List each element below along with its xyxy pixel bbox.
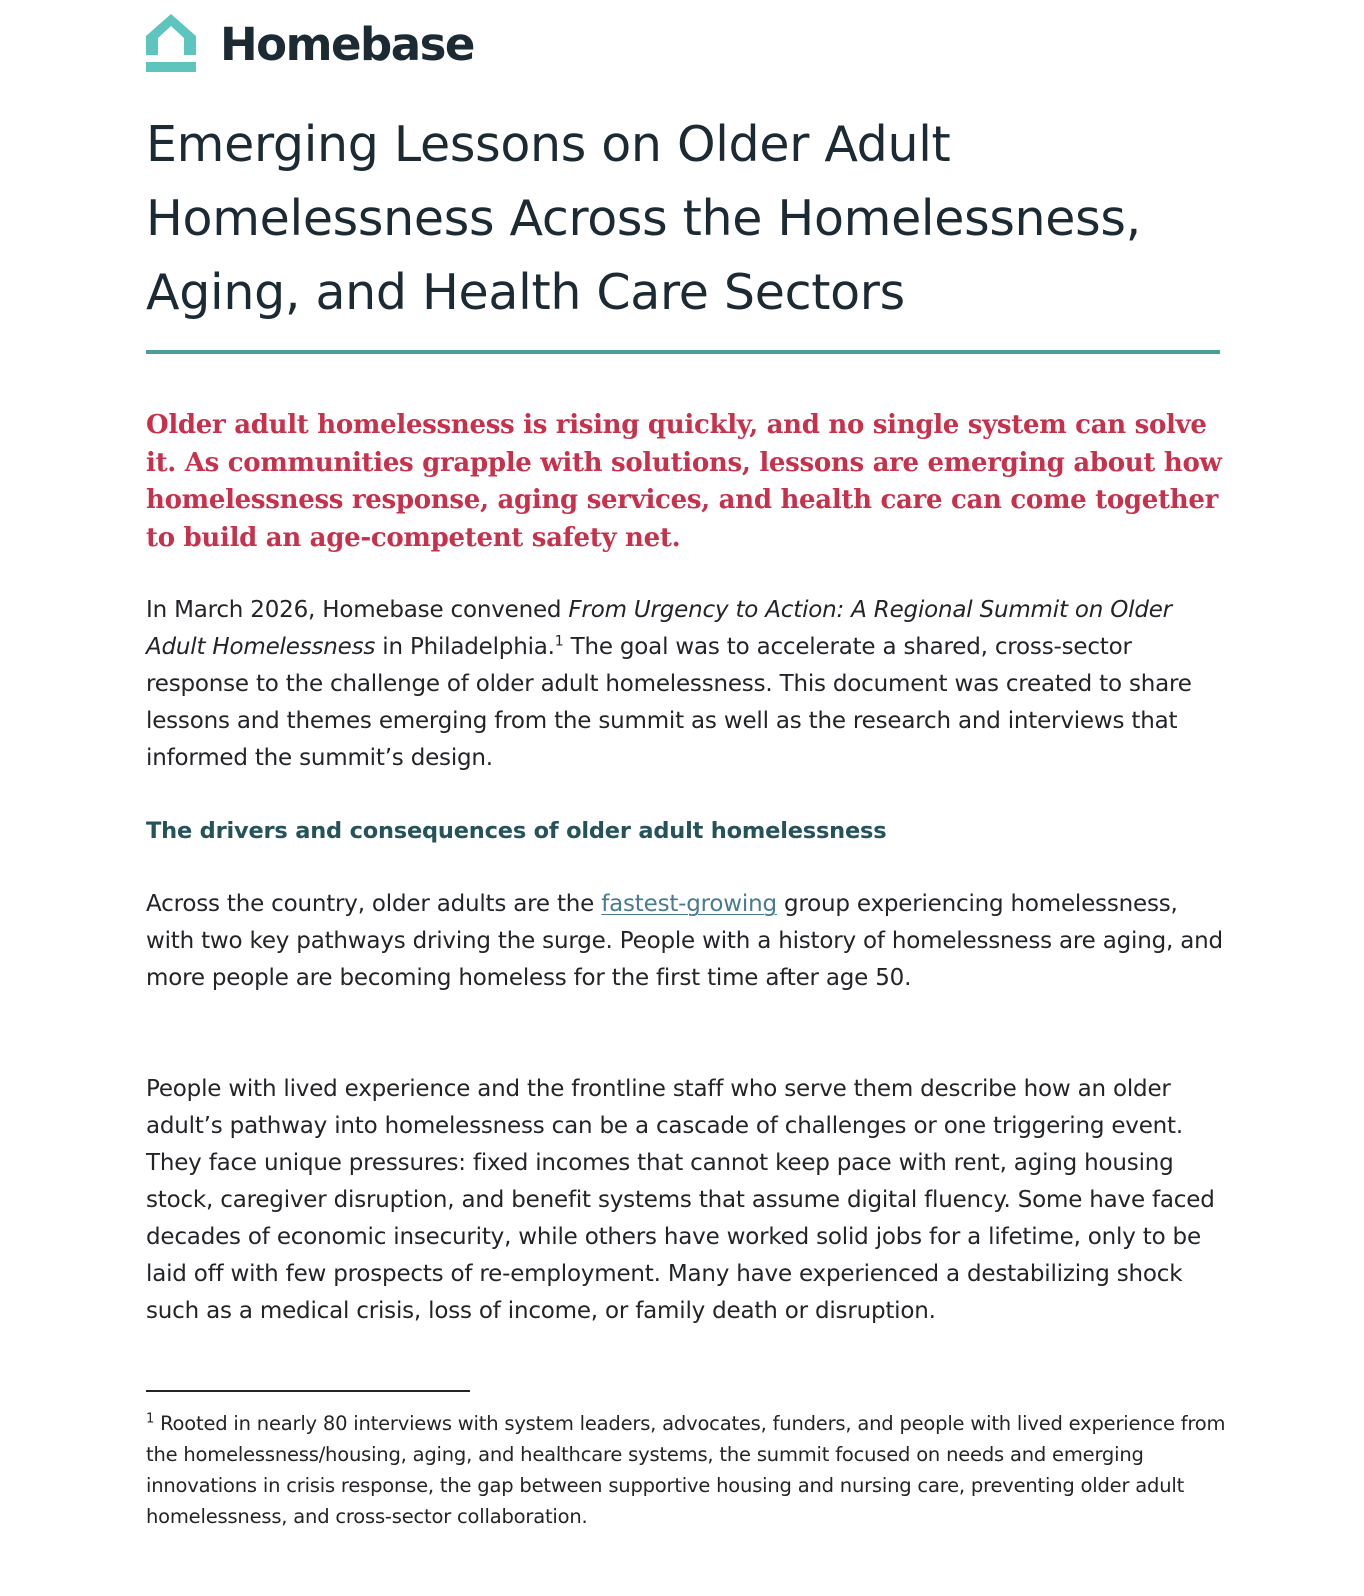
footnote-text: Rooted in nearly 80 interviews with system leaders, advocates, funders, and people with lived experience from the homelessness/housing, aging, and healthcare systems, the summit focused on needs and emerging innovations in crisis response, the gap between supportive housing and nursing care, preventing older adult homelessness, and cross-sector collaboration. [146, 1412, 1226, 1528]
title-divider [146, 350, 1220, 354]
section-heading: The drivers and consequences of older adult homelessness [146, 818, 887, 844]
intro-text-start: In March 2026, Homebase convened [146, 597, 569, 623]
event-title: From Urgency to Action: A Regional Summit on Older Adult Homelessness [146, 597, 1172, 660]
house-roof-icon [146, 14, 196, 76]
pathways-paragraph: People with lived experience and the frontline staff who serve them describe how an older adult’s pathway into homelessness can be a cascade of challenges or one triggering event. They face unique pressures: fixed incomes that cannot keep pace with rent, aging housing stock, caregiver disruption, and benefit systems that assume digital fluency. Some have faced decades of economic insecurity, while others have worked solid jobs for a lifetime, only to be laid off with few prospects of re-employment. Many have experienced a destabilizing shock such as a medical crisis, loss of income, or family death or disruption. [146, 1076, 1215, 1324]
drivers-text-rest: group experiencing homelessness, with two key pathways driving the surge. People with a history of homelessness are aging, and more people are becoming homeless for the first time after age 50. [146, 891, 1223, 991]
homebase-logo [146, 14, 474, 76]
drivers-paragraph [146, 886, 1226, 997]
footnote-divider [146, 1390, 470, 1392]
drivers-text-start: Across the country, older adults are the [146, 891, 602, 917]
brand-wordmark: Homebase [220, 18, 474, 71]
document-title: Emerging Lessons on Older Adult Homelessness Across the Homelessness, Aging, and Health Care Sectors [146, 116, 1141, 321]
lead-statement: Older adult homelessness is rising quickly, and no single system can solve it. As communities grapple with solutions, lessons are emerging about how homelessness response, aging services, and health care can come together to build an age-competent safety net. [146, 410, 1222, 553]
footnote [146, 1408, 1226, 1532]
intro-paragraph [146, 592, 1226, 777]
fastest-growing-link[interactable]: fastest-growing [601, 891, 777, 917]
footnote-number: 1 [146, 1411, 155, 1427]
footnote-reference[interactable]: 1 [554, 633, 564, 650]
intro-text-rest: The goal was to accelerate a shared, cross-sector response to the challenge of older adult homelessness. This document was created to share lessons and themes emerging from the summit as well as the research and interviews that informed the summit’s design. [146, 634, 1192, 771]
intro-text-location: in Philadelphia. [375, 634, 555, 660]
